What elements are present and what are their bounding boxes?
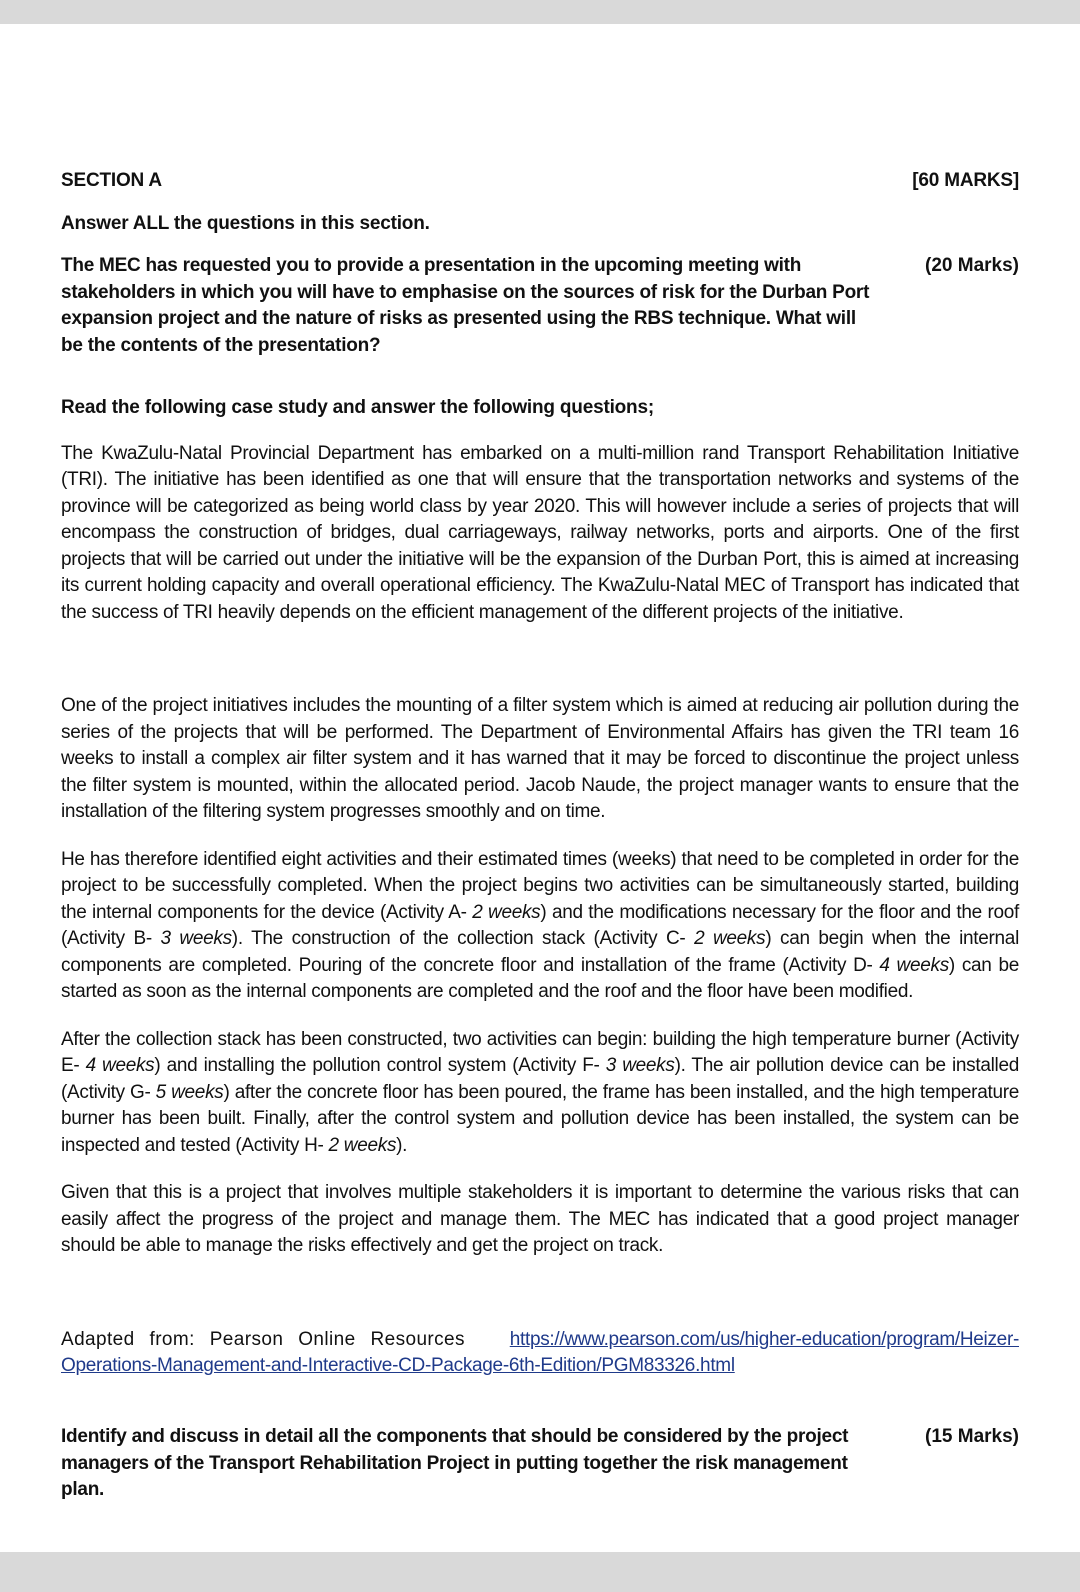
document-page xyxy=(0,24,1080,1552)
case-paragraph-2: One of the project initiatives includes the mounting of a filter system which is aimed at reducing air pollution during the series of the projects that will be performed. The Department of Environmental Affairs has given the TRI team 16 weeks to install a complex air filter system and it has warned that it may be forced to discontinue the project unless the filter system is mounted, within the allocated period. Jacob Naude, the project manager wants to ensure that the installation of the filtering system progresses smoothly and on time. xyxy=(61,695,1019,823)
section-instruction: Answer ALL the questions in this section. xyxy=(61,213,430,234)
p4-duration-h: 2 weeks xyxy=(328,1134,397,1156)
p3-duration-a: 2 weeks xyxy=(472,901,541,923)
question-1-marks: (20 Marks) xyxy=(925,255,1019,276)
question-2 xyxy=(61,1424,1019,1504)
p4-text-5: ). xyxy=(396,1134,408,1156)
p4-text-4: ) after the concrete floor has been poured, the frame has been installed, and the high temperature burner has been built. Finally, after the control system and pollution device has been installed, the system can be inspected and tested (Activity H- xyxy=(61,1081,1020,1156)
p3-text-4: ) can begin when the internal components are completed. Pouring of the concrete floor and installation of the frame (Activity D- xyxy=(61,928,1019,976)
case-paragraph-4 xyxy=(61,1027,1019,1160)
p4-duration-g: 5 weeks xyxy=(155,1081,224,1103)
page-content xyxy=(61,168,1019,1504)
p3-duration-d: 4 weeks xyxy=(879,954,949,976)
question-1 xyxy=(61,253,1019,360)
source-citation xyxy=(61,1327,1019,1380)
p3-duration-c: 2 weeks xyxy=(694,928,766,950)
question-2-marks: (15 Marks) xyxy=(925,1425,1019,1447)
p3-text-3: ). The construction of the collection stack (Activity C- xyxy=(231,928,695,950)
p4-duration-e: 4 weeks xyxy=(85,1055,155,1077)
case-paragraph-3 xyxy=(61,847,1019,1006)
p4-text-1: After the collection stack has been constructed, two activities can begin: building the high temperature burner (Activity E- xyxy=(61,1028,1019,1077)
p4-text-3: ). The air pollution device can be installed (Activity G- xyxy=(61,1055,1020,1103)
section-title: SECTION A xyxy=(61,170,162,191)
p3-text-5: ) can be started as soon as the internal components are completed and the roof and the floor have been modified. xyxy=(61,954,1019,1003)
source-label: Adapted from: Pearson Online Resources xyxy=(61,1328,465,1350)
p3-duration-b: 3 weeks xyxy=(160,928,232,950)
section-header xyxy=(61,168,1019,194)
question-2-text: Identify and discuss in detail all the components that should be considered by the project managers of the Transport Rehabilitation Project in putting together the risk management plan. xyxy=(61,1425,849,1501)
p4-text-2: ) and installing the pollution control system (Activity F- xyxy=(154,1055,606,1077)
case-paragraph-5: Given that this is a project that involves multiple stakeholders it is important to determine the various risks that can easily affect the progress of the project and manage them. The MEC has indicated that a good project manager should be able to manage the risks effectively and get the project on track. xyxy=(61,1182,1019,1257)
p3-text-2: ) and the modifications necessary for the floor and the roof (Activity B- xyxy=(61,901,1019,950)
question-1-text: The MEC has requested you to provide a presentation in the upcoming meeting with stakeholders in which you will have to emphasise on the sources of risk for the Durban Port expansion project and the nature of risks as presented using the RBS technique. What will be the contents of the presentation? xyxy=(61,255,870,357)
source-link[interactable]: https://www.pearson.com/us/higher-education/program/Heizer-Operations-Management-and-Interactive-CD-Package-6th-Edition/PGM83326.html xyxy=(61,1328,1019,1377)
p4-duration-f: 3 weeks xyxy=(605,1055,675,1077)
section-marks: [60 MARKS] xyxy=(912,170,1019,191)
p3-text-1: He has therefore identified eight activities and their estimated times (weeks) that need to be completed in order for the project to be successfully completed. When the project begins two activities can be simultaneously started, building the internal components for the device (Activity A- xyxy=(61,848,1019,923)
case-paragraph-1: The KwaZulu-Natal Provincial Department has embarked on a multi-million rand Transport Rehabilitation Initiative (TRI). The initiative has been identified as one that will ensure that the transportation networks and systems of the province will be categorized as being world class by year 2020. This will however include a series of projects that will encompass the construction of bridges, dual carriageways, railway networks, ports and airports. One of the first projects that will be carried out under the initiative will be the expansion of the Durban Port, this is aimed at increasing its current holding capacity and overall operational efficiency. The KwaZulu-Natal MEC of Transport has indicated that the success of TRI heavily depends on the efficient management of the different projects of the initiative. xyxy=(61,442,1019,623)
case-study-intro: Read the following case study and answer the following questions; xyxy=(61,396,654,418)
